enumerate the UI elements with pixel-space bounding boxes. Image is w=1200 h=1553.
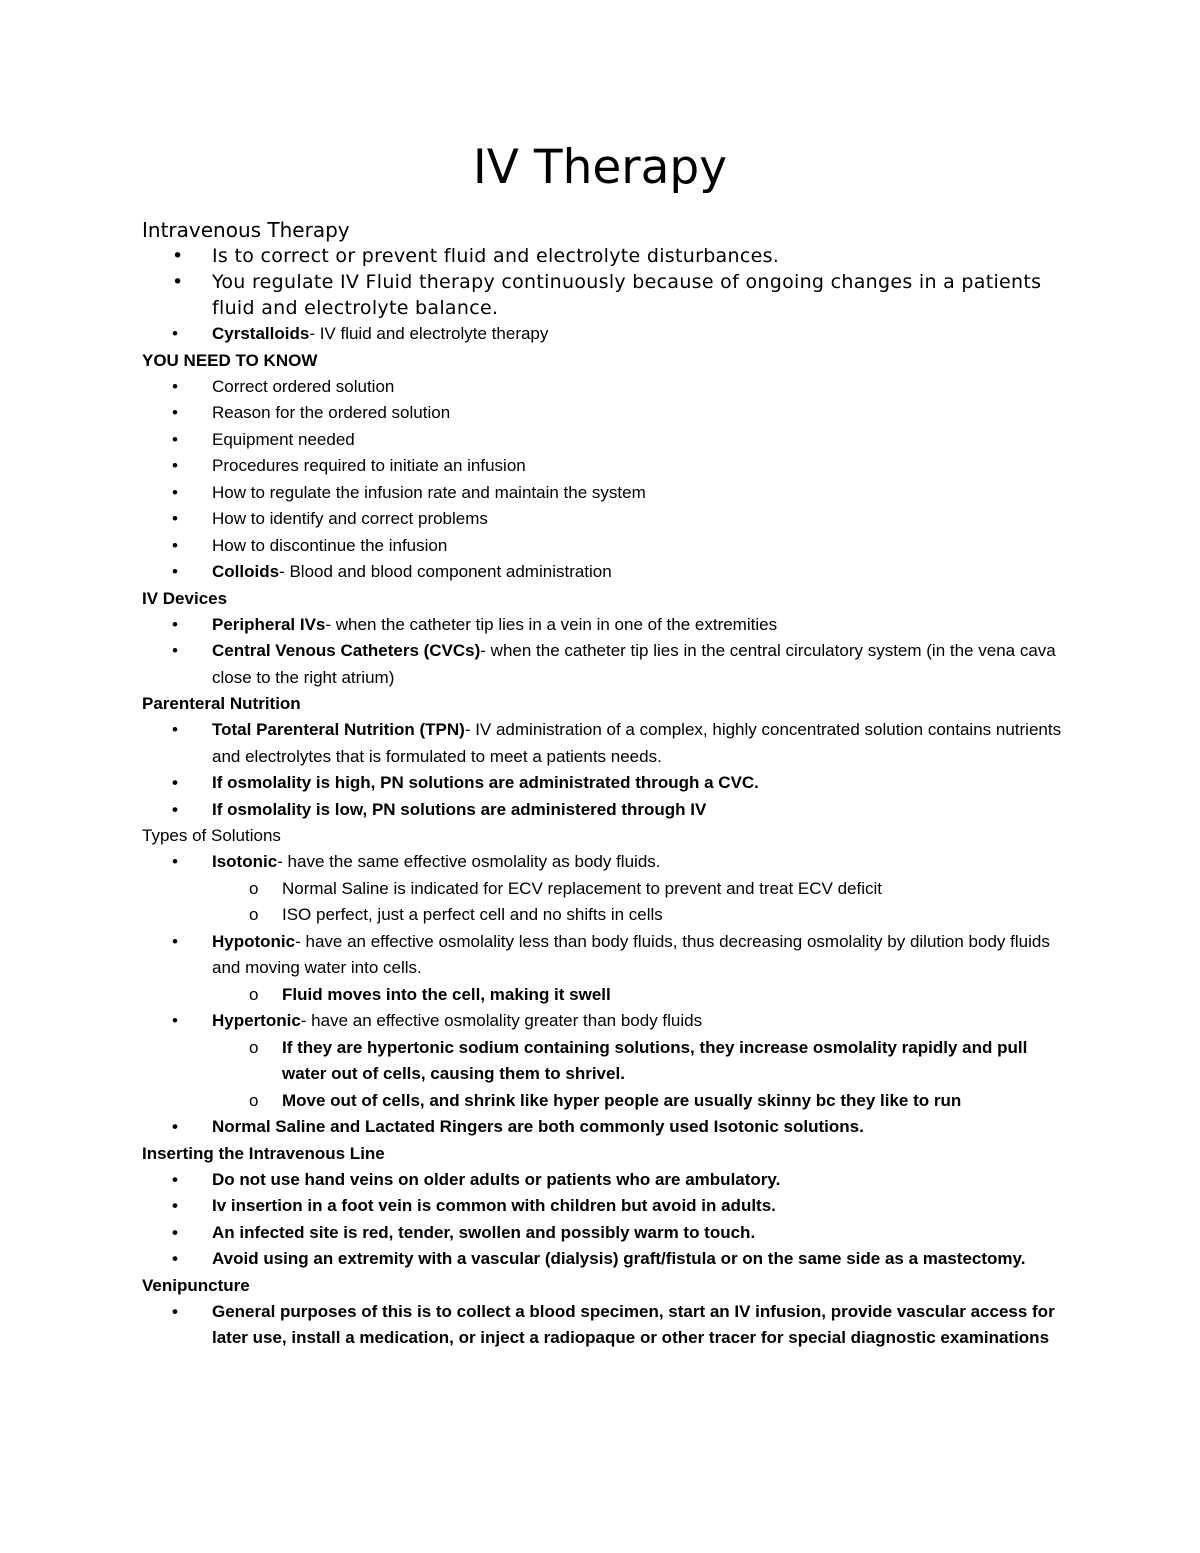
list-item: • Do not use hand veins on older adults or patients who are ambulatory. [142, 1167, 1062, 1194]
list-item: • Equipment needed [142, 427, 1062, 454]
list-item-tpn [142, 717, 1062, 770]
list-item-peripheral [142, 612, 1062, 639]
list-item: • How to regulate the infusion rate and maintain the system [142, 480, 1062, 507]
venipuncture-list [142, 1299, 1062, 1352]
parenteral-list [142, 717, 1062, 823]
definition-text: - when the catheter tip lies in the central circulatory system (in the vena cava close to the right atrium) [212, 641, 1056, 687]
list-item-isotonic [142, 849, 1062, 876]
definition-text: - have an effective osmolality less than body fluids, thus decreasing osmolality by dilution body fluids and moving water into cells. [212, 931, 1050, 977]
iv-devices-list [142, 612, 1062, 692]
list-item: • Procedures required to initiate an infusion [142, 453, 1062, 480]
need-to-know-list [142, 374, 1062, 586]
section-heading-iv-devices: IV Devices [142, 588, 228, 608]
term-hypotonic: Hypotonic [212, 931, 296, 951]
section-heading-need-to-know: YOU NEED TO KNOW [142, 350, 318, 370]
list-item-hypotonic [142, 929, 1062, 982]
list-item-central [142, 638, 1062, 691]
term-cyrstalloids: Cyrstalloids [212, 324, 310, 343]
inserting-list [142, 1167, 1062, 1273]
list-item-hypertonic [142, 1008, 1062, 1035]
term-peripheral: Peripheral IVs [212, 614, 326, 634]
list-item-cyrstalloids [142, 321, 1062, 348]
term-colloids: Colloids [212, 562, 280, 581]
definition-text: - have an effective osmolality greater than body fluids [300, 1011, 703, 1030]
sub-list-item: o Fluid moves into the cell, making it swell [142, 982, 1062, 1009]
list-item: • If osmolality is low, PN solutions are administered through IV [142, 797, 1062, 824]
term-tpn: Total Parenteral Nutrition (TPN) [212, 720, 465, 739]
definition-text: - when the catheter tip lies in a vein in one of the extremities [325, 614, 778, 634]
list-item: • An infected site is red, tender, swollen and possibly warm to touch. [142, 1220, 1062, 1247]
list-item: • Avoid using an extremity with a vascular (dialysis) graft/fistula or on the same side as a mastectomy. [142, 1246, 1062, 1273]
list-item: • You regulate IV Fluid therapy continuously because of ongoing changes in a patients fluid and electrolyte balance. [142, 269, 1062, 321]
sub-list-item: o If they are hypertonic sodium containing solutions, they increase osmolality rapidly and pull water out of cells, causing them to shrivel. [142, 1035, 1062, 1088]
section-heading-intravenous: Intravenous Therapy [142, 218, 350, 242]
definition-text: - IV administration of a complex, highly concentrated solution contains nutrients and electrolytes that is formulated to meet a patients needs. [212, 720, 1062, 766]
document-title: IV Therapy [472, 140, 728, 195]
section-heading-venipuncture: Venipuncture [142, 1275, 250, 1295]
sub-list-item: o Move out of cells, and shrink like hyper people are usually skinny bc they like to run [142, 1088, 1062, 1115]
section-heading-parenteral: Parenteral Nutrition [142, 694, 301, 713]
sub-list-item: o Normal Saline is indicated for ECV replacement to prevent and treat ECV deficit [142, 876, 1062, 903]
list-item: • Reason for the ordered solution [142, 400, 1062, 427]
list-item: • General purposes of this is to collect a blood specimen, start an IV infusion, provide vascular access for later use, install a medication, or inject a radiopaque or other tracer for special diagnostic examinations [142, 1299, 1062, 1352]
list-item: • How to discontinue the infusion [142, 533, 1062, 560]
intravenous-list [142, 243, 1062, 348]
section-heading-inserting: Inserting the Intravenous Line [142, 1143, 385, 1163]
list-item: • Correct ordered solution [142, 374, 1062, 401]
term-isotonic: Isotonic [212, 852, 278, 871]
list-item: • If osmolality is high, PN solutions are administrated through a CVC. [142, 770, 1062, 797]
list-item: • How to identify and correct problems [142, 506, 1062, 533]
list-item: • Normal Saline and Lactated Ringers are both commonly used Isotonic solutions. [142, 1114, 1062, 1141]
list-item-colloids [142, 559, 1062, 586]
sub-list-item: o ISO perfect, just a perfect cell and no shifts in cells [142, 902, 1062, 929]
term-hypertonic: Hypertonic [212, 1011, 301, 1030]
definition-text: - have the same effective osmolality as body fluids. [277, 852, 661, 871]
list-item: • Is to correct or prevent fluid and electrolyte disturbances. [142, 243, 1062, 269]
section-heading-solutions: Types of Solutions [142, 826, 281, 845]
definition-text: - Blood and blood component administration [279, 562, 612, 581]
list-item: • Iv insertion in a foot vein is common with children but avoid in adults. [142, 1193, 1062, 1220]
solutions-list [142, 849, 1062, 1141]
term-central: Central Venous Catheters (CVCs) [212, 641, 481, 660]
definition-text: - IV fluid and electrolyte therapy [309, 324, 549, 343]
document-body [142, 218, 1062, 1352]
